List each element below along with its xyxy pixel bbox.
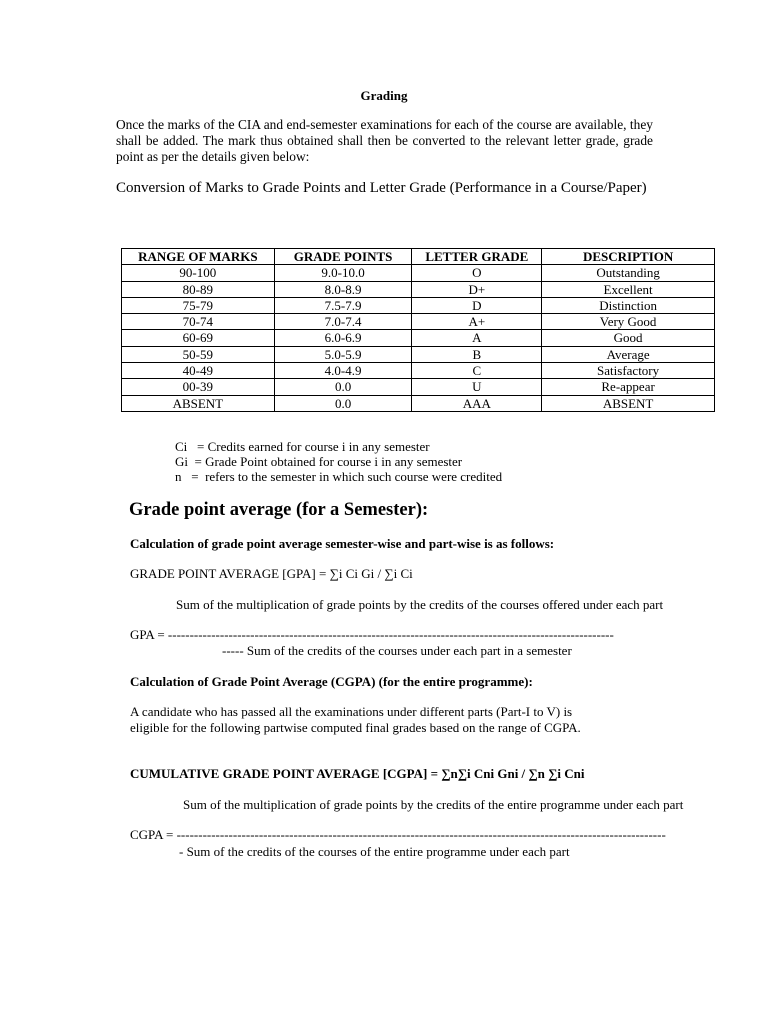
definition-gi: Gi = Grade Point obtained for course i in any semester (175, 454, 463, 469)
table-cell: C (412, 363, 542, 379)
cgpa-formula: CUMULATIVE GRADE POINT AVERAGE [CGPA] = ∑n∑i Cni Gni / ∑n ∑i Cni (130, 766, 585, 781)
table-cell: D+ (412, 281, 542, 297)
table-cell: O (412, 265, 542, 281)
table-cell: Average (542, 346, 715, 362)
table-cell: ABSENT (122, 395, 275, 411)
definition-n: n = refers to the semester in which such course were credited (175, 469, 503, 484)
table-cell: A (412, 330, 542, 346)
table-cell: 8.0-8.9 (274, 281, 412, 297)
table-cell: Good (542, 330, 715, 346)
table-cell: 00-39 (122, 379, 275, 395)
definition-ci: Ci = Credits earned for course i in any semester (175, 439, 430, 454)
column-header: RANGE OF MARKS (122, 249, 275, 265)
cgpa-fraction-line: CGPA = ----------------------------------------------------------------------------------------------------------------- (130, 827, 666, 842)
table-cell: 7.0-7.4 (274, 314, 412, 330)
table-cell: Outstanding (542, 265, 715, 281)
gpa-calc-heading: Calculation of grade point average semester-wise and part-wise is as follows: (130, 536, 555, 551)
table-cell: A+ (412, 314, 542, 330)
intro-paragraph: Once the marks of the CIA and end-semester examinations for each of the course are available, they shall be added. The mark thus obtained shall then be converted to the relevant letter grade, grade point as per the details given below: (116, 117, 653, 164)
cgpa-denominator: - Sum of the credits of the courses of the entire programme under each part (179, 844, 570, 859)
table-row (122, 363, 715, 379)
table-cell: 6.0-6.9 (274, 330, 412, 346)
gpa-fraction-line: GPA = ------------------------------------------------------------------------------------------------------- (130, 627, 614, 642)
column-header: DESCRIPTION (542, 249, 715, 265)
gpa-heading: Grade point average (for a Semester): (129, 500, 429, 520)
gpa-formula: GRADE POINT AVERAGE [GPA] = ∑i Ci Gi / ∑i Ci (130, 566, 413, 581)
grade-table (121, 248, 715, 412)
table-cell: Re-appear (542, 379, 715, 395)
table-cell: 4.0-4.9 (274, 363, 412, 379)
table-row (122, 330, 715, 346)
table-cell: 0.0 (274, 379, 412, 395)
cgpa-numerator: Sum of the multiplication of grade points by the credits of the entire programme under each part (183, 797, 684, 812)
table-row (122, 281, 715, 297)
table-cell: 40-49 (122, 363, 275, 379)
conversion-heading: Conversion of Marks to Grade Points and Letter Grade (Performance in a Course/Paper) (116, 180, 647, 196)
table-cell: 60-69 (122, 330, 275, 346)
table-header-row (122, 249, 715, 265)
table-cell: AAA (412, 395, 542, 411)
column-header: LETTER GRADE (412, 249, 542, 265)
table-cell: 50-59 (122, 346, 275, 362)
table-cell: 5.0-5.9 (274, 346, 412, 362)
table-cell: 80-89 (122, 281, 275, 297)
table-cell: B (412, 346, 542, 362)
table-cell: 75-79 (122, 297, 275, 313)
table-cell: 7.5-7.9 (274, 297, 412, 313)
table-cell: 70-74 (122, 314, 275, 330)
gpa-numerator: Sum of the multiplication of grade points by the credits of the courses offered under each part (176, 597, 664, 612)
table-row (122, 265, 715, 281)
cgpa-calc-heading: Calculation of Grade Point Average (CGPA) (for the entire programme): (130, 674, 533, 689)
table-cell: Excellent (542, 281, 715, 297)
page-title: Grading (360, 88, 408, 103)
table-cell: Very Good (542, 314, 715, 330)
table-cell: Satisfactory (542, 363, 715, 379)
table-cell: Distinction (542, 297, 715, 313)
cgpa-paragraph: A candidate who has passed all the examinations under different parts (Part-I to V) is eligible for the following partwise computed final grades based on the range of CGPA. (130, 704, 581, 735)
gpa-denominator: ----- Sum of the credits of the courses under each part in a semester (222, 643, 572, 658)
table-row (122, 314, 715, 330)
table-row (122, 297, 715, 313)
column-header: GRADE POINTS (274, 249, 412, 265)
table-cell: 90-100 (122, 265, 275, 281)
table-row (122, 346, 715, 362)
table-cell: U (412, 379, 542, 395)
table-cell: 9.0-10.0 (274, 265, 412, 281)
table-cell: ABSENT (542, 395, 715, 411)
table-cell: D (412, 297, 542, 313)
table-row (122, 379, 715, 395)
table-row (122, 395, 715, 411)
table-cell: 0.0 (274, 395, 412, 411)
